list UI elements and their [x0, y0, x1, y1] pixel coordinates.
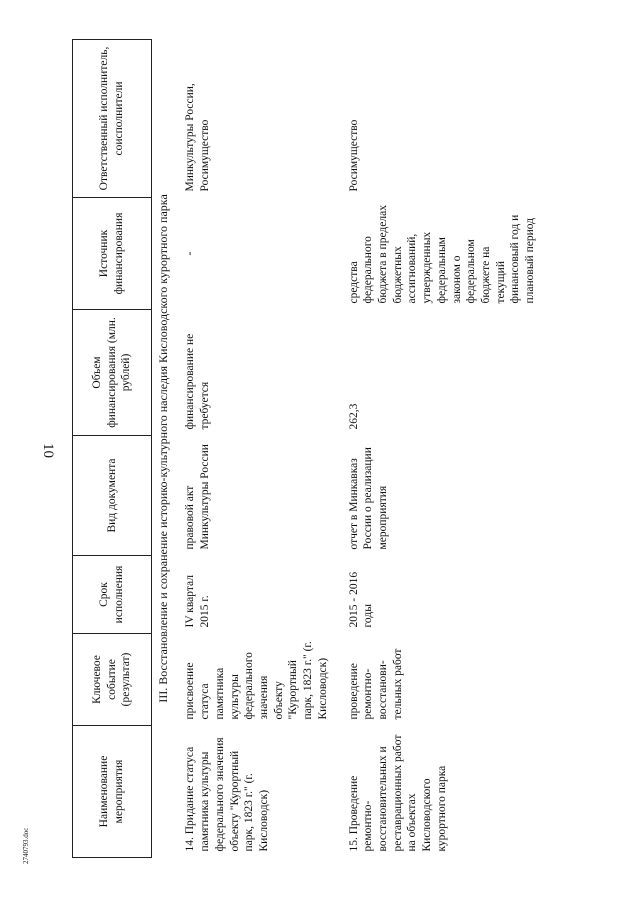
- row-result: проведение ремонтно-восстанови-тельных работ: [347, 648, 404, 720]
- header-doc-type: Вид документа: [73, 436, 152, 556]
- row-volume: 262,3: [347, 403, 360, 430]
- header-name: Наименование мероприятия: [73, 726, 152, 858]
- row-term: 2015 - 2016 годы: [347, 571, 375, 628]
- row-source: средства федерального бюджета в пределах бюджетных ассигнований, утвержденных федеральным законом о федеральном бюджете на текущий финансовый год и плановый период: [347, 205, 537, 304]
- footer-doc-code: 2740793.doc: [22, 827, 30, 864]
- row-doc-type: отчет в Минкавказ России о реализации мероприятия: [347, 447, 389, 550]
- row-result: присвоение статуса памятника культуры федерального значения объекту "Курортный парк, 1823 г." (г. Кисловодск): [184, 641, 329, 720]
- row-executor: Минкультуры России, Росимущество: [184, 83, 212, 192]
- row-source: -: [184, 251, 197, 256]
- table-row: [335, 40, 542, 858]
- row-name: 15. Проведение ремонтно-восстановительных и реставрационных работ на объектах Кисловодского курортного парка: [347, 734, 448, 852]
- row-volume: финансирование не требуется: [184, 333, 212, 430]
- header-source: Источник финансирования: [73, 198, 152, 310]
- table-header-row: [73, 40, 152, 858]
- header-result: Ключевое событие (результат): [73, 634, 152, 726]
- row-name: 14. Придание статуса памятника культуры федерального значения объекту "Курортный парк, 1823 г." (г. Кисловодск): [184, 737, 270, 852]
- measures-table: [72, 39, 542, 858]
- page-number: 10: [40, 443, 56, 458]
- rotated-table-container: [72, 40, 572, 858]
- section-row: [152, 40, 178, 858]
- header-term: Срок исполнения: [73, 556, 152, 634]
- header-volume: Объем финансирования (млн. рублей): [73, 310, 152, 436]
- section-title: III. Восстановление и сохранение историко-культурного наследия Кисловодского курортного парка: [156, 194, 170, 703]
- row-doc-type: правовой акт Минкультуры России: [184, 444, 212, 550]
- table-row: [177, 40, 334, 858]
- row-executor: Росимущество: [347, 119, 360, 192]
- header-executor: Ответственный исполнитель, соисполнители: [73, 40, 152, 198]
- row-term: IV квартал 2015 г.: [184, 575, 212, 628]
